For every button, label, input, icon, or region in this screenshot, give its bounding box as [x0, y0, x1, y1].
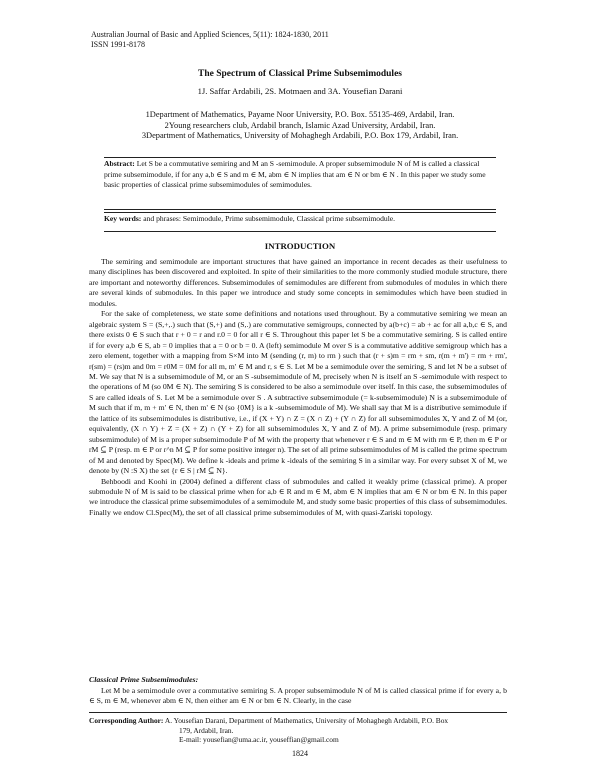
authors: 1J. Saffar Ardabili, 2S. Motmaen and 3A. Yousefian Darani [197, 86, 403, 96]
keywords-label: Key words: [104, 214, 142, 223]
affiliation-1: 1Department of Mathematics, Payame Noor University, P.O. Box. 55135-469, Ardabil, Iran. [145, 110, 455, 119]
intro-paragraph-1: The semiring and semimodule are important structures that have gained an importance in recent decades as their usefulness to many disciplines has been discovered and exploited. In spite of their similarities to the more commonly studied module structure, there are important and noteworthy differences. Subsemimodules of semimodules are different from submodules of modules in which there are several kinds of submodules. In this paper we introduce and study some concepts in semimodules which have been studied in modules. [89, 257, 507, 308]
abstract-label: Abstract: [104, 159, 135, 168]
introduction-body [89, 257, 507, 518]
keywords-box [104, 212, 496, 232]
intro-paragraph-3: Behboodi and Koohi in (2004) defined a different class of submodules and called it weakly prime (classical prime). A proper submodule N of M is said to be classical prime when for a,b ∈ R and m ∈ M, abm ∈ N implies that am ∈ N or bm ∈ N. In this paper we introduce the classical prime subsemimodules of a semimodule M, and study some basic properties of this class of subsemimodules. Finally we endow Cl.Spec(M), the set of all classical prime subsemimodules of M, with quasi-Zariski topology. [89, 476, 507, 517]
page-number: 1824 [292, 749, 308, 758]
corresponding-author-line-2: 179, Ardabil, Iran. [179, 725, 234, 735]
footnote-divider [89, 712, 507, 713]
intro-paragraph-2: For the sake of completeness, we state some definitions and notations used throughout. By a commutative semiring we mean an algebraic system S = (S,+,.) such that (S,+) and (S,.) are commutative semigroups, connected by a(b+c) = ab + ac for all a,b,c ∈ S, and there exists 0 ∈ S such that r + 0 = r and r.0 = 0 for all r ∈ S. Throughout this paper let S be a commutative semiring. S is called entire if for every a,b ∈ S, ab = 0 implies that a = 0 or b = 0. A (left) semimodule M over S is a commutative additive semigroup which has a zero element, together with a mapping from S×M into M (sending (r, m) to rm ) such that (r + s)m = rm + sm, r(m + m') = rm + rm', r(sm) = (rs)m and 0m = r0M = 0M for all m, m' ∈ M and r, s ∈ S. Let M be a semimodule over the semiring, S and let N be a subset of M. We say that N is a subsemimodule of M, or an S -subsemimodule of M, precisely when N is itself an S -semimodule with respect to the operations of M (so 0M ∈ N). The semiring S is considered to be also a semimodule over itself. In this case, the subsemimodules of S are called ideals of S. Let M be a semimodule over S . A subtractive subsemimodule (= k-subsemimodule) N is a subsemimodule of M such that if m, m + m' ∈ N, then m' ∈ N (so {0M} is a k -subsemimodule of M). We shall say that M is a distributive semimodule if the lattice of its subsemimodules is distributive, i.e., if (X + Y) ∩ Z = (X ∩ Z) + (Y ∩ Z) for all subsemimodules X, Y and Z of M (or, equivalently, (X ∩ Y) + Z = (X + Z) ∩ (Y + Z) for all subsemimodules X, Y and Z of M). A prime subsemimodule (resp. primary subsemimodule) of M is a proper subsemimodule P of M with the property that whenever r ∈ S and m ∈ M with rm ∈ P, then m ∈ P or rM ⊆ P (resp. m ∈ P or r^n M ⊆ P for some positive integer n). The set of all prime subsemimodules of M is called the prime spectrum of M and denoted by Spec(M). We define k -ideals and prime k -ideals of the semiring S in a similar way. For every subset X of M, we denote by (N :S X) the set {r ∈ S | rM ⊆ N}. [89, 309, 507, 476]
introduction-heading: INTRODUCTION [264, 241, 336, 251]
classical-prime-paragraph: Let M be a semimodule over a commutative semiring S. A proper subsemimodule N of M is called classical prime if for every a, b ∈ S, m ∈ M, whenever abm ∈ N, then either am ∈ N or bm ∈ N. Clearly, in the case [89, 686, 507, 706]
affiliation-2: 2Young researchers club, Ardabil branch, Islamic Azad University, Ardabil, Iran. [164, 120, 436, 130]
paper-title: The Spectrum of Classical Prime Subsemimodules [198, 69, 402, 79]
classical-prime-body [89, 686, 507, 706]
classical-prime-heading: Classical Prime Subsemimodules: [89, 675, 199, 684]
abstract-text: Let S be a commutative semiring and M an S -semimodule. A proper subsemimodule N of M is called a classical prime subsemimodule, if for any a,b ∈ S and m ∈ M, abm ∈ N implies that am ∈ N or bm ∈ N . In this paper we study some basic properties of classical prime subsemimodules of semimodules. [104, 159, 486, 189]
abstract-box [104, 157, 496, 210]
corresponding-author [89, 716, 509, 745]
affiliation-3: 3Department of Mathematics, University of Mohaghegh Ardabili, P.O. Box 179, Ardabil, Iran. [141, 131, 459, 140]
keywords-text: and phrases: Semimodule, Prime subsemimodule, Classical prime subsemimodule. [143, 214, 396, 223]
journal-citation: Australian Journal of Basic and Applied Sciences, 5(11): 1824-1830, 2011 [91, 30, 329, 39]
corresponding-author-label: Corresponding Author: [89, 716, 164, 725]
corresponding-author-line-1: A. Yousefian Darani, Department of Mathematics, University of Mohaghegh Ardabili, P.O. Box [164, 716, 449, 725]
journal-header [91, 30, 329, 50]
issn: ISSN 1991-8178 [91, 40, 146, 49]
affiliations [0, 110, 600, 142]
corresponding-author-email: E-mail: yousefian@uma.ac.ir, youseffian@gmail.com [179, 735, 339, 744]
